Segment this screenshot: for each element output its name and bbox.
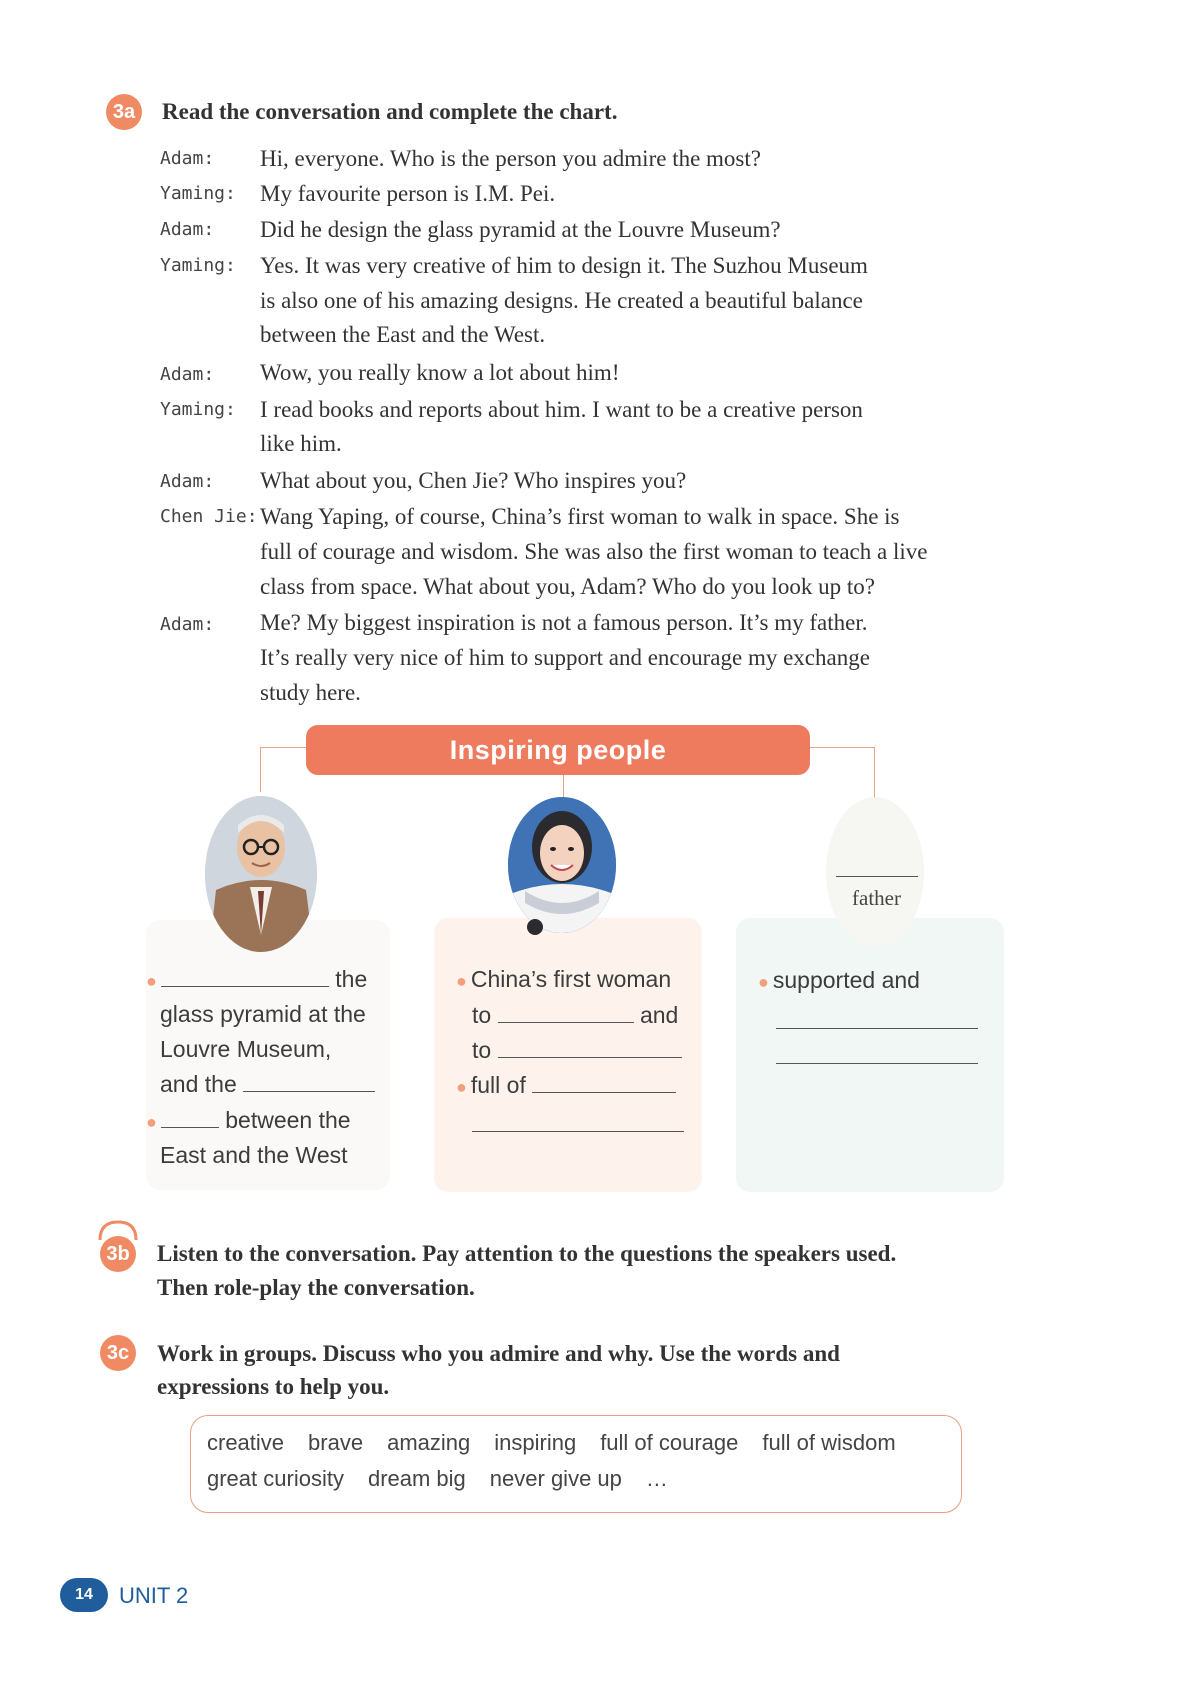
word-bank-item: full of wisdom — [762, 1430, 896, 1455]
dialogue-line: like him. — [260, 431, 342, 456]
wang-yaping-photo — [505, 795, 619, 945]
card1-row4 — [160, 1071, 375, 1098]
speaker-label: Yaming: — [160, 183, 236, 204]
card3-row1 — [758, 967, 920, 994]
speaker-label: Adam: — [160, 614, 215, 635]
speaker-label: Adam: — [160, 364, 215, 385]
card1-text: East and the West — [160, 1142, 348, 1168]
dialogue-line: It’s really very nice of him to support and encourage my exchange — [260, 645, 870, 670]
connector-right — [810, 747, 875, 798]
word-bank-item: … — [645, 1466, 668, 1491]
card2-text: to — [472, 1002, 492, 1028]
blank-field[interactable] — [532, 1092, 676, 1093]
speaker-label: Chen Jie: — [160, 506, 258, 527]
speaker-label: Adam: — [160, 148, 215, 169]
card1-text: the — [335, 966, 368, 992]
speaker-label: Adam: — [160, 219, 215, 240]
blank-field[interactable] — [472, 1131, 684, 1132]
blank-field[interactable] — [776, 1063, 978, 1064]
word-bank-item: great curiosity — [207, 1466, 344, 1491]
unit-label: UNIT 2 — [119, 1583, 189, 1608]
card2-text: full of — [470, 1072, 526, 1098]
word-bank-item: inspiring — [494, 1430, 577, 1455]
card2-text: and — [639, 1002, 679, 1028]
dialogue-line: between the East and the West. — [260, 322, 546, 347]
connector-left — [260, 747, 307, 792]
dialogue-line: is also one of his amazing designs. He created a beautiful balance — [260, 288, 863, 313]
page-number-badge: 14 — [60, 1578, 108, 1612]
father-label: father — [852, 886, 901, 910]
card2-row2 — [472, 1002, 678, 1029]
section-badge-3c: 3c — [100, 1335, 136, 1371]
instruction-3c-line2: expressions to help you. — [157, 1374, 390, 1399]
word-bank-item: full of courage — [600, 1430, 739, 1455]
instruction-3a: Read the conversation and complete the chart. — [162, 99, 618, 124]
dialogue-line: What about you, Chen Jie? Who inspires you? — [260, 468, 687, 493]
bullet-dot: ● — [456, 1077, 467, 1097]
speaker-label: Adam: — [160, 471, 215, 492]
bullet-dot: ● — [146, 971, 157, 991]
word-bank-row2 — [207, 1466, 688, 1492]
dialogue-line: I read books and reports about him. I want to be a creative person — [260, 397, 863, 422]
card-father — [736, 918, 1004, 1192]
dialogue-line: class from space. What about you, Adam? Who do you look up to? — [260, 574, 875, 599]
section-badge-3b: 3b — [100, 1236, 136, 1272]
speaker-label: Yaming: — [160, 399, 236, 420]
word-bank-item: never give up — [489, 1466, 622, 1491]
card1-text: between the — [225, 1107, 351, 1133]
word-bank-item: creative — [207, 1430, 285, 1455]
instruction-3c-line1: Work in groups. Discuss who you admire and why. Use the words and — [157, 1341, 840, 1366]
instruction-3b-line2: Then role-play the conversation. — [157, 1275, 475, 1300]
blank-field[interactable] — [498, 1057, 682, 1058]
father-photo-placeholder — [826, 797, 924, 947]
dialogue-line: Did he design the glass pyramid at the Louvre Museum? — [260, 217, 781, 242]
word-bank-item: dream big — [367, 1466, 466, 1491]
card1-text: and the — [160, 1071, 237, 1097]
dialogue-line: My favourite person is I.M. Pei. — [260, 181, 556, 206]
dialogue-line: Me? My biggest inspiration is not a famous person. It’s my father. — [260, 610, 868, 635]
dialogue-line: Hi, everyone. Who is the person you admire the most? — [260, 146, 761, 171]
dialogue-line: Yes. It was very creative of him to design it. The Suzhou Museum — [260, 253, 868, 278]
card1-row1 — [146, 966, 367, 993]
instruction-3b-line1: Listen to the conversation. Pay attention to the questions the speakers used. — [157, 1241, 897, 1266]
card2-row3 — [472, 1037, 682, 1064]
bullet-dot: ● — [456, 971, 467, 991]
word-bank-item: brave — [308, 1430, 364, 1455]
blank-field[interactable] — [161, 1127, 219, 1128]
blank-field[interactable] — [161, 986, 329, 987]
card2-text: China’s first woman — [470, 966, 672, 992]
card2-row1 — [456, 966, 671, 993]
card2-row4 — [456, 1072, 676, 1099]
card3-text: supported and — [772, 967, 920, 993]
dialogue-line: Wow, you really know a lot about him! — [260, 360, 620, 385]
card1-text: Louvre Museum, — [160, 1036, 332, 1062]
card2-text: to — [472, 1037, 492, 1063]
word-bank-row1 — [207, 1430, 916, 1456]
blank-field[interactable] — [498, 1022, 634, 1023]
father-name-blank — [836, 876, 918, 877]
card1-text: glass pyramid at the — [160, 1001, 366, 1027]
speaker-label: Yaming: — [160, 255, 236, 276]
chart-title: Inspiring people — [306, 725, 810, 775]
dialogue-line: Wang Yaping, of course, China’s first woman to walk in space. She is — [260, 504, 900, 529]
word-bank-item: amazing — [387, 1430, 471, 1455]
im-pei-photo — [204, 795, 318, 953]
bullet-dot: ● — [758, 972, 769, 992]
dialogue-line: full of courage and wisdom. She was also the first woman to teach a live — [260, 539, 928, 564]
word-bank — [190, 1415, 962, 1513]
section-badge-3a: 3a — [106, 94, 142, 130]
blank-field[interactable] — [776, 1028, 978, 1029]
card1-row5 — [146, 1107, 351, 1134]
blank-field[interactable] — [243, 1091, 375, 1092]
bullet-dot: ● — [146, 1112, 157, 1132]
dialogue-line: study here. — [260, 680, 361, 705]
